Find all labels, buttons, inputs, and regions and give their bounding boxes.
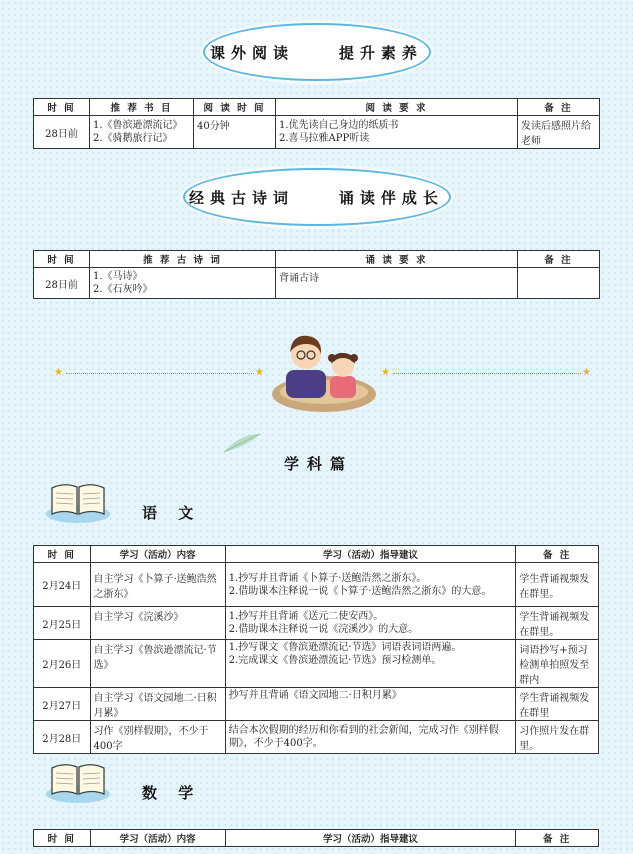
guide-cell <box>225 607 516 640</box>
notes-cell <box>518 268 600 299</box>
header-cell: 备 注 <box>516 830 599 847</box>
content-cell: 自主学习《鲁滨逊漂流记·节选》 <box>90 640 225 688</box>
guide-item: 1.抄写课文《鲁滨逊漂流记·节选》词语表词语两遍。 <box>228 642 462 653</box>
divider-line <box>393 373 581 374</box>
header-cell: 备 注 <box>518 99 600 116</box>
header-cell: 时 间 <box>34 830 91 847</box>
guide-item: 2.完成课文《鲁滨逊漂流记·节选》预习检测单。 <box>228 655 442 666</box>
table-row <box>34 563 599 607</box>
content-cell: 习作《别样假期》，不少于400字 <box>90 721 225 754</box>
teacher-student-illustration <box>268 322 380 414</box>
header-cell: 学习（活动）指导建议 <box>225 546 516 563</box>
header-cell: 备 注 <box>516 546 599 563</box>
subjects-title: 学科篇 <box>284 455 354 473</box>
open-book-icon <box>44 758 112 804</box>
guide-item: 1.抄写并且背诵《送元二使安西》。 <box>228 611 384 622</box>
requirement-item: 1.优先读自己身边的纸质书 <box>279 120 399 131</box>
guide-item: 1.抄写并且背诵《卜算子·送鲍浩然之浙东》。 <box>228 572 427 584</box>
requirements-cell <box>276 116 518 149</box>
header-cell: 学习（活动）指导建议 <box>225 830 516 847</box>
header-cell: 阅 读 要 求 <box>276 99 518 116</box>
notes-cell: 学生背诵视频发在群里。 <box>516 607 599 640</box>
date-cell: 2月28日 <box>34 721 91 754</box>
book-item: 1.《鲁滨逊漂流记》 <box>93 120 183 131</box>
table-row <box>34 116 600 149</box>
reading-banner <box>203 23 431 81</box>
notes-cell: 发读后感照片给老师 <box>518 116 600 149</box>
content-cell: 自主学习《语文园地二·日积月累》 <box>90 688 225 721</box>
date-cell: 2月24日 <box>34 563 91 607</box>
star-icon: ★ <box>582 367 591 378</box>
header-cell: 时 间 <box>34 99 90 116</box>
time-cell: 40分钟 <box>194 116 276 149</box>
math-table <box>33 829 599 847</box>
guide-item: 2.借助课本注释说一说《卜算子·送鲍浩然之浙东》的大意。 <box>228 585 492 597</box>
open-book-icon <box>44 478 112 524</box>
content-cell: 自主学习《卜算子·送鲍浩然之浙东》 <box>90 563 225 607</box>
chinese-table <box>33 545 599 754</box>
table-header-row <box>34 251 600 268</box>
table-header-row <box>34 546 599 563</box>
table-row <box>34 721 599 754</box>
header-cell: 时 间 <box>34 251 90 268</box>
header-cell: 推 荐 古 诗 词 <box>90 251 276 268</box>
guide-item: 抄写并且背诵《语文园地二·日积月累》 <box>228 690 402 701</box>
table-row <box>34 268 600 299</box>
notes-cell: 词语抄写+预习检测单拍照发至群内 <box>516 640 599 688</box>
guide-item: 2.借助课本注释说一说《浣溪沙》的大意。 <box>228 624 419 635</box>
star-icon: ★ <box>381 367 390 378</box>
table-row <box>34 640 599 688</box>
poems-cell <box>90 268 276 299</box>
poem-item: 2.《石灰吟》 <box>93 284 153 295</box>
header-cell: 学习（活动）内容 <box>90 546 225 563</box>
header-cell: 推 荐 书 目 <box>90 99 194 116</box>
date-cell: 28日前 <box>34 268 90 299</box>
table-header-row <box>34 830 599 847</box>
content-cell: 自主学习《浣溪沙》 <box>90 607 225 640</box>
header-cell: 阅 读 时 间 <box>194 99 276 116</box>
header-cell: 诵 读 要 求 <box>276 251 518 268</box>
date-cell: 2月25日 <box>34 607 91 640</box>
star-icon: ★ <box>255 367 264 378</box>
date-cell: 28日前 <box>34 116 90 149</box>
poetry-table <box>33 250 600 299</box>
header-cell: 学习（活动）内容 <box>90 830 225 847</box>
notes-cell: 习作照片发在群里。 <box>516 721 599 754</box>
reading-banner-text: 课外阅读 提升素养 <box>210 43 423 62</box>
poetry-banner-text: 经典古诗词 诵读伴成长 <box>189 188 444 207</box>
math-title: 数 学 <box>142 784 202 802</box>
guide-item: 结合本次假期的经历和你看到的社会新闻，完成习作《别样假期》，不少于400字。 <box>228 725 499 749</box>
requirement-item: 2.喜马拉雅APP听读 <box>279 133 370 144</box>
poem-item: 1.《马诗》 <box>93 271 143 282</box>
chinese-title: 语 文 <box>142 504 202 522</box>
notes-cell: 学生背诵视频发在群里。 <box>516 563 599 607</box>
table-row <box>34 607 599 640</box>
book-item: 2.《骑鹅旅行记》 <box>93 133 173 144</box>
date-cell: 2月27日 <box>34 688 91 721</box>
guide-cell <box>225 688 516 721</box>
guide-cell <box>225 563 516 607</box>
requirement-cell: 背诵古诗 <box>276 268 518 299</box>
guide-cell <box>225 721 516 754</box>
table-row <box>34 688 599 721</box>
leaf-icon <box>222 432 262 454</box>
notes-cell: 学生背诵视频发在群里 <box>516 688 599 721</box>
books-cell <box>90 116 194 149</box>
poetry-banner <box>183 168 451 226</box>
star-icon: ★ <box>54 367 63 378</box>
divider-line <box>66 373 254 374</box>
date-cell: 2月26日 <box>34 640 91 688</box>
header-cell: 时 间 <box>34 546 91 563</box>
guide-cell <box>225 640 516 688</box>
reading-table <box>33 98 600 149</box>
table-header-row <box>34 99 600 116</box>
header-cell: 备 注 <box>518 251 600 268</box>
